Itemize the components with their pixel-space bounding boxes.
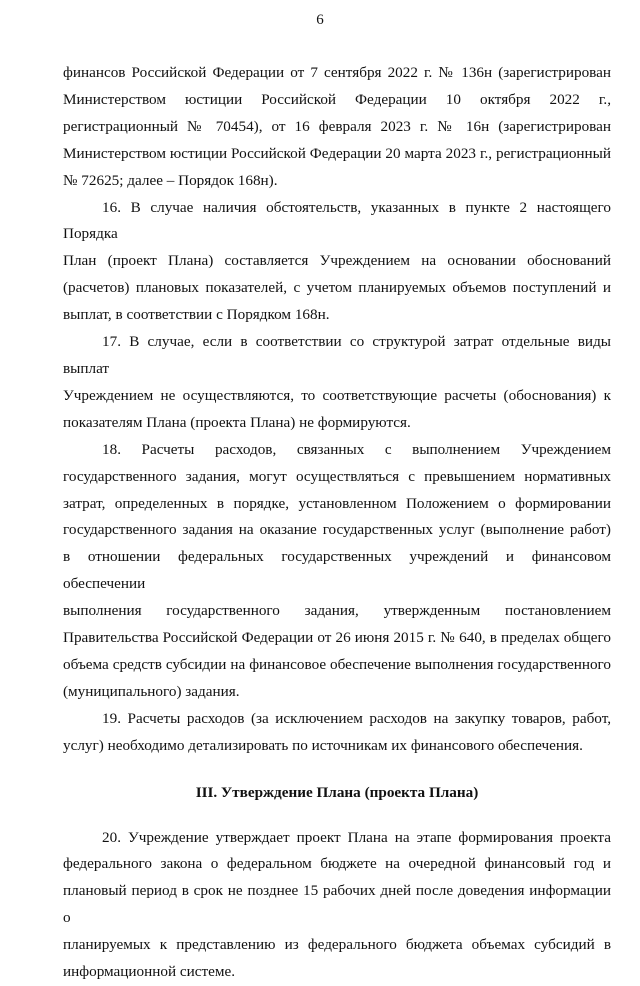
text-line: плановый период в срок не позднее 15 рабочих дней после доведения информации о	[63, 882, 611, 927]
page-number: 6	[316, 12, 324, 28]
text-line: в отношении федеральных государственных учреждений и финансовом обеспечении	[63, 548, 611, 593]
text-line: финансов Российской Федерации от 7 сентября 2022 г. № 136н (зарегистрирован	[63, 64, 611, 81]
text-line: (муниципального) задания.	[63, 682, 240, 700]
paragraph-20	[63, 825, 611, 986]
text-line: План (проект Плана) составляется Учреждением на основании обоснований	[63, 252, 611, 270]
text-line: объема средств субсидии на финансовое обеспечение выполнения государственного	[63, 655, 611, 673]
section-heading: III. Утверждение Плана (проекта Плана)	[195, 783, 479, 801]
text-line: показателям Плана (проекта Плана) не формируются.	[63, 413, 411, 431]
text-line: затрат, определенных в порядке, установленном Положением о формировании	[63, 494, 611, 512]
paragraph-continuation	[63, 60, 611, 195]
document-body	[63, 60, 611, 986]
text-line: услуг) необходимо детализировать по источникам их финансового обеспечения.	[63, 736, 583, 754]
text-line: государственного задания, могут осуществляться с превышением нормативных	[63, 467, 611, 485]
text-line: Учреждением не осуществляются, то соответствующие расчеты (обоснования) к	[63, 386, 611, 404]
text-line: регистрационный № 70454), от 16 февраля 2023 г. № 16н (зарегистрирован	[63, 117, 611, 135]
text-line: информационной системе.	[63, 963, 236, 981]
paragraph-18	[63, 437, 611, 706]
text-line: № 72625; далее – Порядок 168н).	[63, 171, 278, 189]
text-line: (расчетов) плановых показателей, с учетом планируемых объемов поступлений и	[63, 279, 611, 297]
text-line: выполнения государственного задания, утвержденным постановлением	[63, 602, 611, 620]
text-line: Министерством юстиции Российской Федерации 10 октября 2022 г.,	[63, 90, 611, 108]
text-line: выплат, в соответствии с Порядком 168н.	[63, 306, 330, 324]
text-line: 18. Расчеты расходов, связанных с выполнением Учреждением	[102, 440, 611, 458]
paragraph-19	[63, 706, 611, 760]
paragraph-17	[63, 329, 611, 437]
text-line: 19. Расчеты расходов (за исключением расходов на закупку товаров, работ,	[102, 709, 611, 727]
text-line: 20. Учреждение утверждает проект Плана на этапе формирования проекта	[102, 828, 611, 846]
text-line: 16. В случае наличия обстоятельств, указанных в пункте 2 настоящего Порядка	[63, 198, 611, 243]
text-line: государственного задания на оказание государственных услуг (выполнение работ)	[63, 521, 611, 539]
text-line: планируемых к представлению из федерального бюджета объемах субсидий в	[63, 936, 611, 954]
text-line: Правительства Российской Федерации от 26 июня 2015 г. № 640, в пределах общего	[63, 629, 611, 647]
text-line: федерального закона о федеральном бюджете на очередной финансовый год и	[63, 855, 611, 873]
text-line: Министерством юстиции Российской Федерации 20 марта 2023 г., регистрационный	[63, 144, 611, 162]
text-line: 17. В случае, если в соответствии со структурой затрат отдельные виды выплат	[63, 333, 611, 377]
paragraph-16	[63, 195, 611, 330]
